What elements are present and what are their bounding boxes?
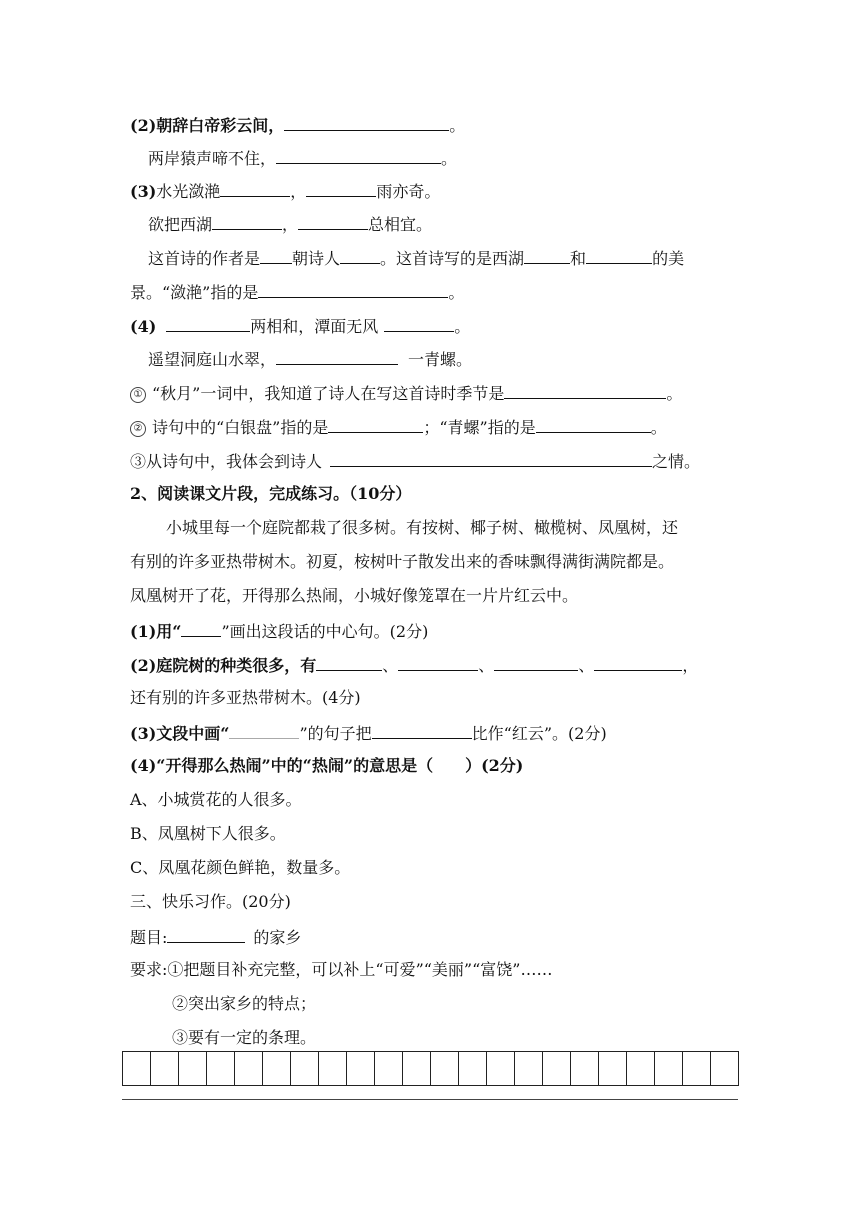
answer-blank[interactable] <box>384 313 454 332</box>
answer-blank[interactable] <box>494 652 578 671</box>
poem4-sub3 <box>130 448 700 474</box>
q-text: 比作“红云”。(2分) <box>471 724 607 743</box>
divider-line <box>122 1099 738 1100</box>
option-b[interactable]: B、凤凰树下人很多。 <box>130 824 286 843</box>
option-a[interactable]: A、小城赏花的人很多。 <box>130 790 302 809</box>
answer-blank[interactable] <box>372 720 472 739</box>
grid-cell[interactable] <box>179 1052 207 1085</box>
reading-q2-cont: 还有别的许多亚热带树木。(4分) <box>130 688 361 707</box>
poem3-line2-c: 总相宜。 <box>368 215 433 234</box>
q-text: 。这首诗写的是西湖 <box>380 249 525 268</box>
answer-blank[interactable] <box>260 245 292 264</box>
punct: 、 <box>478 656 495 675</box>
grid-cell[interactable] <box>431 1052 459 1085</box>
question-number: (4) <box>130 317 157 336</box>
poem3-question-cont <box>130 279 464 305</box>
grid-cell[interactable] <box>627 1052 655 1085</box>
grid-cell[interactable] <box>711 1052 739 1085</box>
grid-cell[interactable] <box>599 1052 627 1085</box>
punct: 。 <box>448 283 465 302</box>
answer-blank[interactable] <box>276 346 398 365</box>
q-text: 之情。 <box>652 452 701 471</box>
q-text: 诗句中的“白银盘”指的是 <box>152 418 329 437</box>
answer-blank[interactable] <box>167 924 245 943</box>
q-text: 景。“潋滟”指的是 <box>130 283 259 302</box>
grid-cell[interactable] <box>123 1052 151 1085</box>
poem3-line1-c: 雨亦奇。 <box>376 182 441 201</box>
answer-blank[interactable] <box>306 178 376 197</box>
writing-title <box>130 924 301 950</box>
poem2-line1 <box>130 112 465 138</box>
answer-blank[interactable] <box>298 211 368 230</box>
q-text: 的家乡 <box>253 928 302 947</box>
grid-cell[interactable] <box>151 1052 179 1085</box>
q-text: ③从诗句中，我体会到诗人 <box>130 452 323 471</box>
grid-cell[interactable] <box>683 1052 711 1085</box>
poem3-line2 <box>148 211 432 237</box>
punct: 。 <box>454 317 471 336</box>
q-text: 朝诗人 <box>292 249 341 268</box>
section-heading: 2、阅读课文片段，完成练习。（10分） <box>130 484 412 503</box>
poem4-sub2 <box>130 414 667 440</box>
punct: ， <box>682 656 699 675</box>
grid-cell[interactable] <box>263 1052 291 1085</box>
reading-passage-line2: 有别的许多亚热带树木。初夏，桉树叶子散发出来的香味飘得满街满院都是。 <box>130 552 675 571</box>
underline-sample <box>181 618 221 637</box>
answer-blank[interactable] <box>340 245 380 264</box>
punct: 、 <box>578 656 595 675</box>
q-text: 和 <box>570 249 587 268</box>
reading-q2 <box>130 652 698 678</box>
punct: 。 <box>650 418 667 437</box>
underline-sample <box>229 720 299 739</box>
writing-req2: ②突出家乡的特点； <box>172 994 317 1013</box>
poem4-line2 <box>148 346 472 372</box>
reading-heading <box>130 482 411 506</box>
punct: 。 <box>449 116 466 135</box>
poem4-line1 <box>130 313 470 339</box>
poem2-line1-text: (2)朝辞白帝彩云间， <box>130 116 285 135</box>
grid-cell[interactable] <box>543 1052 571 1085</box>
option-c[interactable]: C、凤凰花颜色鲜艳，数量多。 <box>130 858 351 877</box>
answer-blank[interactable] <box>284 112 449 131</box>
writing-req3: ③要有一定的条理。 <box>172 1028 317 1047</box>
question-number: (3) <box>130 182 157 201</box>
q-text: “秋月”一词中，我知道了诗人在写这首诗时季节是 <box>152 384 505 403</box>
poem3-line1 <box>130 178 440 204</box>
grid-cell[interactable] <box>319 1052 347 1085</box>
poem4-line2-a: 遥望洞庭山水翠， <box>148 350 277 369</box>
punct: 。 <box>666 384 683 403</box>
answer-blank[interactable] <box>330 448 652 467</box>
answer-blank[interactable] <box>276 145 441 164</box>
punct: 。 <box>441 149 458 168</box>
answer-blank[interactable] <box>524 245 570 264</box>
grid-cell[interactable] <box>375 1052 403 1085</box>
q-text: 这首诗的作者是 <box>148 249 261 268</box>
answer-blank[interactable] <box>220 178 290 197</box>
composition-grid[interactable] <box>122 1051 739 1086</box>
grid-cell[interactable] <box>487 1052 515 1085</box>
reading-q1 <box>130 618 428 644</box>
answer-blank[interactable] <box>316 652 382 671</box>
poem3-line2-a: 欲把西湖 <box>148 215 213 234</box>
q-text: ”的句子把 <box>299 724 372 743</box>
poem4-line2-b: 一青螺。 <box>408 350 473 369</box>
grid-cell[interactable] <box>291 1052 319 1085</box>
grid-cell[interactable] <box>347 1052 375 1085</box>
answer-blank[interactable] <box>328 414 423 433</box>
grid-cell[interactable] <box>235 1052 263 1085</box>
grid-cell[interactable] <box>655 1052 683 1085</box>
writing-req1: 要求:①把题目补充完整，可以补上“可爱”“美丽”“富饶”…… <box>130 960 553 979</box>
q-text: 的美 <box>652 249 685 268</box>
punct: ， <box>282 215 299 234</box>
grid-cell[interactable] <box>403 1052 431 1085</box>
answer-blank[interactable] <box>594 652 682 671</box>
answer-blank[interactable] <box>212 211 282 230</box>
poem2-line2 <box>148 145 457 171</box>
q-text: (3)文段中画“ <box>130 724 230 743</box>
punct: ， <box>290 182 307 201</box>
reading-passage-line3: 凤凰树开了花，开得那么热闹，小城好像笼罩在一片片红云中。 <box>130 586 579 605</box>
reading-passage-line1: 小城里每一个庭院都栽了很多树。有按树、椰子树、橄榄树、凤凰树，还 <box>166 518 679 537</box>
writing-heading: 三、快乐习作。(20分) <box>130 892 291 911</box>
answer-blank[interactable] <box>504 380 666 399</box>
q-text: (4)“开得那么热闹”中的“热闹”的意思是（ ）(2分) <box>130 756 524 775</box>
reading-q3 <box>130 720 607 746</box>
answer-blank[interactable] <box>536 414 651 433</box>
answer-blank[interactable] <box>586 245 652 264</box>
poem2-line2-text: 两岸猿声啼不住， <box>148 149 277 168</box>
punct: 、 <box>382 656 399 675</box>
poem3-line1-a: 水光潋滟 <box>156 182 221 201</box>
q-text: (2)庭院树的种类很多，有 <box>130 656 317 675</box>
grid-cell[interactable] <box>515 1052 543 1085</box>
poem3-question <box>148 245 684 271</box>
grid-cell[interactable] <box>571 1052 599 1085</box>
q-text: (1)用“ <box>130 622 182 641</box>
poem4-sub1 <box>130 380 682 406</box>
circle-number: ② <box>130 421 146 437</box>
grid-cell[interactable] <box>459 1052 487 1085</box>
answer-blank[interactable] <box>166 313 250 332</box>
circle-number: ① <box>130 387 146 403</box>
q-text: ”画出这段话的中心句。(2分) <box>221 622 429 641</box>
answer-blank[interactable] <box>398 652 478 671</box>
q-text: ；“青螺”指的是 <box>423 418 536 437</box>
poem4-line1-a: 两相和，潭面无风 <box>250 317 379 336</box>
reading-q4 <box>130 754 523 778</box>
grid-cell[interactable] <box>207 1052 235 1085</box>
q-text: 题目: <box>130 928 168 947</box>
answer-blank[interactable] <box>258 279 448 298</box>
